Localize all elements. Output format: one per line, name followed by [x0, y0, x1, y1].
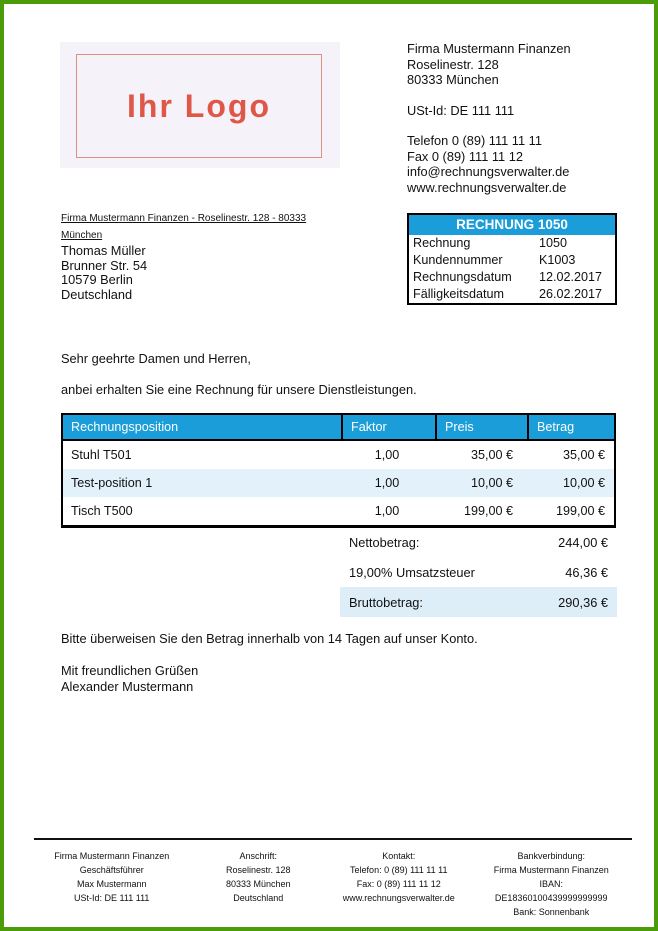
return-address-line: Firma Mustermann Finanzen - Roselinestr. 128 - 80333 München	[61, 213, 307, 241]
footer-line: DE18360100439999999999	[494, 893, 608, 903]
signature-name: Alexander Mustermann	[61, 678, 194, 694]
due-date-value: 26.02.2017	[539, 287, 603, 301]
company-street: Roselinestr. 128	[407, 56, 499, 72]
company-email: info@rechnungsverwalter.de	[407, 164, 570, 179]
invoice-date-value: 12.02.2017	[539, 270, 603, 284]
footer-line: Firma Mustermann Finanzen	[54, 851, 170, 861]
customer-number-label: Kundennummer	[413, 253, 503, 267]
company-website: www.rechnungsverwalter.de	[407, 179, 567, 195]
recipient-address-block	[61, 244, 147, 302]
invoice-meta-row	[409, 252, 615, 269]
invoice-meta-box	[407, 213, 617, 305]
company-city: 80333 München	[407, 72, 499, 87]
footer-line: Telefon: 0 (89) 111 11 11	[350, 865, 448, 875]
recipient-name: Thomas Müller	[61, 243, 146, 258]
invoice-meta-row	[409, 235, 615, 252]
closing-block	[61, 663, 198, 694]
footer-line: Anschrift:	[239, 851, 277, 861]
table-row	[63, 497, 614, 525]
item-position: Stuhl T501	[71, 448, 132, 462]
recipient-city: 10579 Berlin	[61, 272, 133, 287]
invoice-date-label: Rechnungsdatum	[413, 270, 512, 284]
company-phone: Telefon 0 (89) 111 11 11	[407, 133, 542, 148]
item-faktor: 1,00	[374, 504, 400, 518]
net-total-label: Nettobetrag:	[349, 534, 420, 550]
item-faktor: 1,00	[374, 476, 400, 490]
invoice-meta-row	[409, 286, 615, 303]
recipient-street: Brunner Str. 54	[61, 257, 148, 273]
net-total-row	[340, 527, 617, 557]
vat-value: 46,36 €	[565, 564, 608, 580]
footer-divider	[34, 838, 632, 840]
logo-text: Ihr Logo	[127, 87, 271, 124]
footer-line: Deutschland	[233, 893, 284, 903]
footer-line: USt-Id: DE 111 111	[74, 893, 150, 903]
totals-block	[340, 527, 617, 617]
footer-line: www.rechnungsverwalter.de	[342, 893, 455, 903]
invoice-number-value: 1050	[539, 236, 568, 250]
footer-contact-column	[327, 849, 471, 919]
footer-line: IBAN:	[539, 879, 563, 889]
closing-text: Mit freundlichen Grüßen	[61, 663, 199, 678]
footer-line: Fax: 0 (89) 111 11 12	[356, 879, 441, 889]
logo-placeholder	[60, 42, 340, 168]
item-betrag: 35,00 €	[562, 448, 605, 462]
footer-line: 80333 München	[225, 879, 291, 889]
company-fax: Fax 0 (89) 111 11 12	[407, 148, 523, 164]
invoice-number-label: Rechnung	[413, 236, 471, 250]
item-preis: 199,00 €	[463, 504, 513, 518]
company-name: Firma Mustermann Finanzen	[407, 41, 571, 56]
footer-bank-column	[471, 849, 632, 919]
gross-total-label: Bruttobetrag:	[349, 594, 423, 610]
footer-line: Firma Mustermann Finanzen	[493, 865, 609, 875]
footer-line: Bankverbindung:	[517, 851, 586, 861]
recipient-country: Deutschland	[61, 286, 133, 302]
item-betrag: 199,00 €	[555, 504, 605, 518]
net-total-value: 244,00 €	[558, 534, 608, 550]
line-items-table	[61, 413, 616, 528]
item-preis: 35,00 €	[470, 448, 513, 462]
footer-address-column	[189, 849, 327, 919]
item-faktor: 1,00	[374, 448, 400, 462]
logo-frame	[76, 54, 322, 158]
item-position: Test-position 1	[71, 476, 153, 490]
table-row	[63, 441, 614, 469]
header-preis: Preis	[437, 415, 527, 439]
item-betrag: 10,00 €	[562, 476, 605, 490]
footer-line: Geschäftsführer	[79, 865, 144, 875]
footer-line: Max Mustermann	[76, 879, 147, 889]
header-betrag: Betrag	[529, 415, 614, 439]
customer-number-value: K1003	[539, 253, 576, 267]
header-faktor: Faktor	[343, 415, 435, 439]
invoice-meta-row	[409, 269, 615, 286]
company-vat-id: USt-Id: DE 111 111	[407, 102, 515, 118]
salutation-text: Sehr geehrte Damen und Herren,	[61, 351, 251, 366]
due-date-label: Fälligkeitsdatum	[413, 287, 504, 301]
header-position: Rechnungsposition	[63, 415, 341, 439]
item-position: Tisch T500	[71, 504, 133, 518]
intro-text: anbei erhalten Sie eine Rechnung für unsere Dienstleistungen.	[61, 382, 417, 397]
vat-row	[340, 557, 617, 587]
footer-line: Roselinestr. 128	[225, 865, 291, 875]
gross-total-row	[340, 587, 617, 617]
payment-note-text: Bitte überweisen Sie den Betrag innerhalb von 14 Tagen auf unser Konto.	[61, 631, 478, 646]
table-row	[63, 469, 614, 497]
vat-label: 19,00% Umsatzsteuer	[349, 564, 475, 580]
table-header-row	[63, 415, 614, 441]
gross-total-value: 290,36 €	[558, 594, 608, 610]
footer-company-column	[34, 849, 189, 919]
item-preis: 10,00 €	[470, 476, 513, 490]
company-address-block	[407, 41, 571, 195]
invoice-meta-title: RECHNUNG 1050	[409, 215, 615, 235]
footer-line: Bank: Sonnenbank	[513, 907, 590, 917]
page-footer	[34, 849, 632, 919]
footer-line: Kontakt:	[382, 851, 416, 861]
